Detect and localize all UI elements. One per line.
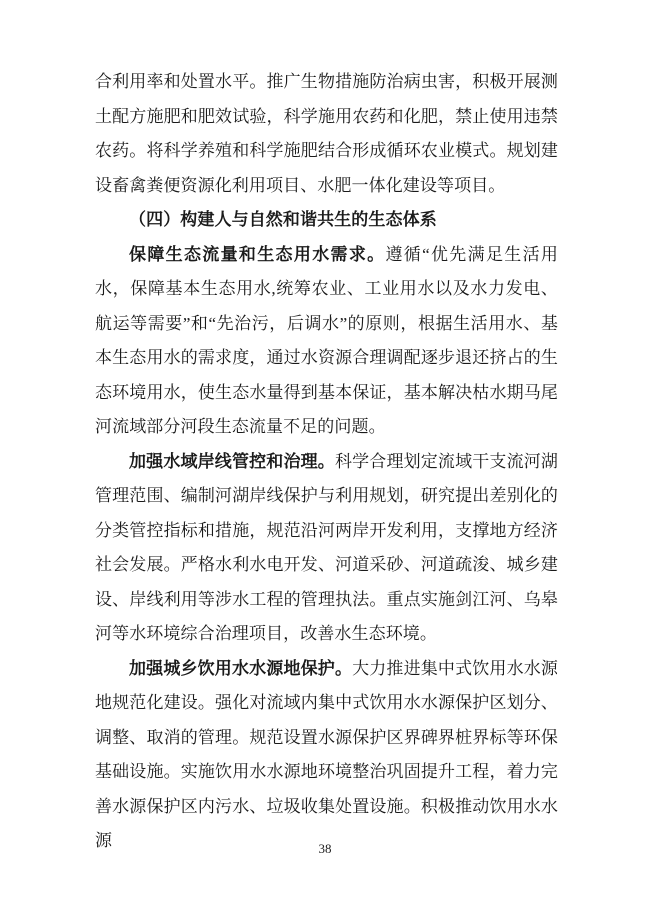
paragraph xyxy=(95,445,558,652)
paragraph-text: 遵循“优先满足生活用水，保障基本生态用水,统筹农业、工业用水以及水力发电、航运等需要”和“先治污，后调水”的原则，根据生活用水、基本生态用水的需求度，通过水资源合理调配逐步退还挤占的生态环境用水，使生态水量得到基本保证，基本解决枯水期马尾河流域部分河段生态流量不足的问题。 xyxy=(95,244,559,436)
paragraph-text: 科学合理划定流域干支流河湖管理范围、编制河湖岸线保护与利用规划，研究提出差别化的分类管控指标和措施，规范沿河两岸开发利用，支撑地方经济社会发展。严格水利水电开发、河道采砂、河道疏浚、城乡建设、岸线利用等涉水工程的管理执法。重点实施剑江河、乌皋河等水环境综合治理项目，改善水生态环境。 xyxy=(95,451,558,643)
document-body xyxy=(95,65,558,859)
paragraph-text: 大力推进集中式饮用水水源地规范化建设。强化对流域内集中式饮用水水源保护区划分、调整、取消的管理。规范设置水源保护区界碑界桩界标等环保基础设施。实施饮用水水源地环境整治巩固提升工程，着力完善水源保护区内污水、垃圾收集处置设施。积极推动饮用水水源 xyxy=(95,658,558,850)
paragraph xyxy=(95,652,558,859)
paragraph-continuation: 合利用率和处置水平。推广生物措施防治病虫害，积极开展测土配方施肥和肥效试验，科学施用农药和化肥，禁止使用违禁农药。将科学养殖和科学施肥结合形成循环农业模式。规划建设畜禽粪便资源化利用项目、水肥一体化建设等项目。 xyxy=(95,72,558,195)
paragraph xyxy=(95,238,558,445)
section-heading: （四）构建人与自然和谐共生的生态体系 xyxy=(129,210,437,229)
paragraph-bold-lead: 保障生态流量和生态用水需求。 xyxy=(129,244,386,264)
page-footer xyxy=(0,841,650,857)
paragraph-bold-lead: 加强水域岸线管控和治理。 xyxy=(129,451,335,471)
page-number: 38 xyxy=(318,841,332,856)
paragraph-bold-lead: 加强城乡饮用水水源地保护。 xyxy=(129,658,353,678)
